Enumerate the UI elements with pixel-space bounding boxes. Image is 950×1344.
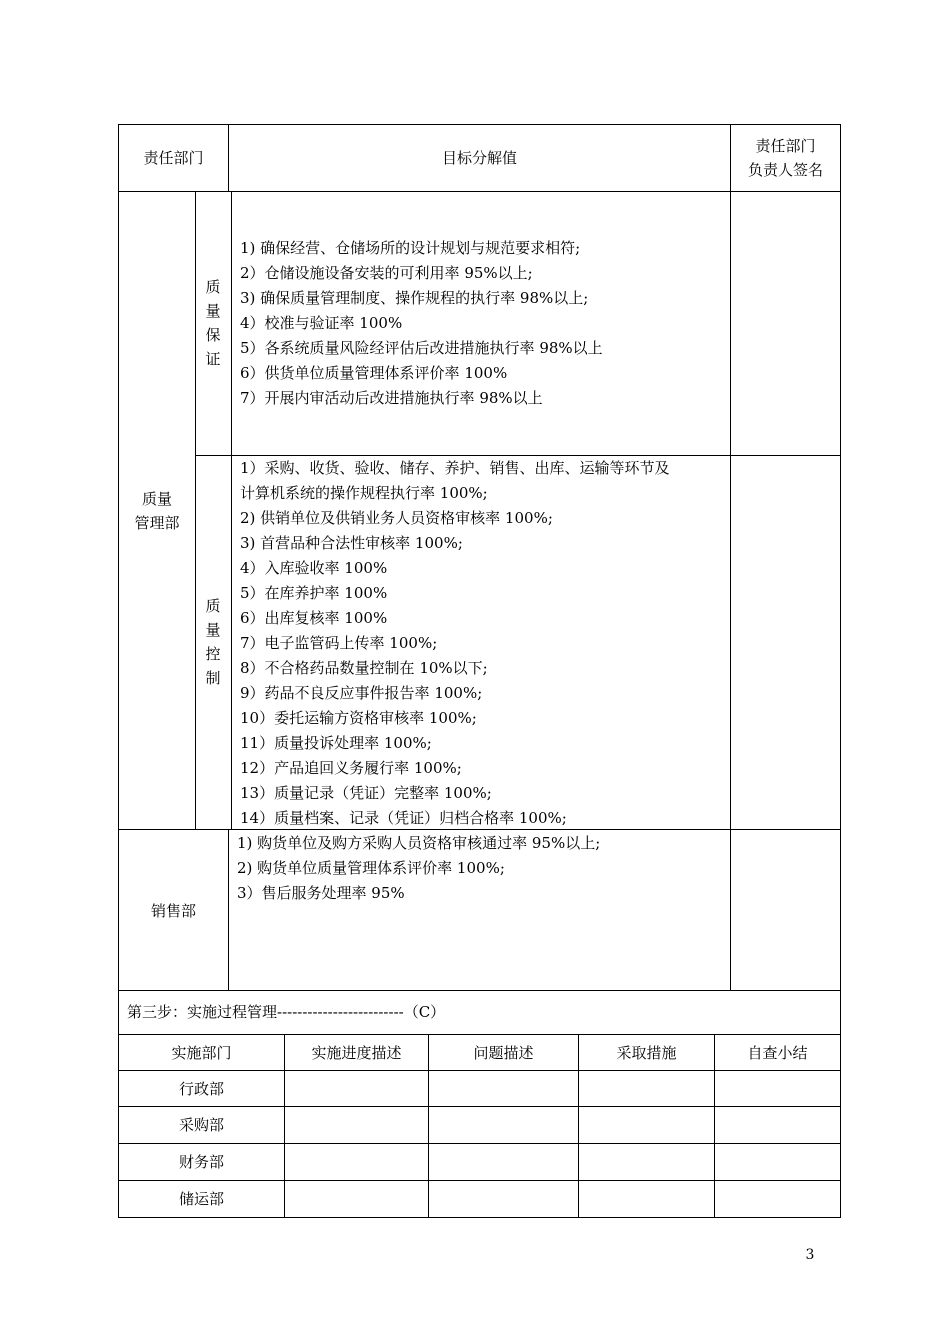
qa-label-char: 量: [205, 302, 221, 320]
list-item: 3) 首营品种合法性审核率 100%;: [240, 534, 463, 552]
page-number: 3: [805, 1247, 815, 1263]
header-sign-label: [731, 134, 840, 182]
table-border-top: [118, 124, 841, 125]
table-border-right: [840, 124, 841, 1218]
step3-title: 第三步：实施过程管理-------------------------（C）: [127, 1003, 446, 1021]
step3-row1-bottom: [118, 1106, 841, 1107]
qc-label-char: 量: [205, 621, 221, 639]
header-row-bottom: [118, 191, 841, 192]
step3-col-header: 实施部门: [171, 1044, 232, 1062]
table-border-bottom: [118, 1217, 841, 1218]
list-item: 计算机系统的操作规程执行率 100%;: [240, 484, 488, 502]
quality-dept-name: [119, 487, 195, 535]
list-item: 4）校准与验证率 100%: [240, 314, 403, 332]
step3-row3-bottom: [118, 1180, 841, 1181]
step3-row-dept: 采购部: [178, 1116, 224, 1134]
header-sign-line2: 负责人签名: [747, 161, 823, 179]
sales-step3-divider: [118, 990, 841, 991]
step3-row-dept: 储运部: [178, 1190, 224, 1208]
qa-label-char: 保: [205, 326, 221, 344]
list-item: 7）电子监管码上传率 100%;: [240, 634, 438, 652]
list-item: 9）药品不良反应事件报告率 100%;: [240, 684, 483, 702]
list-item: 10）委托运输方资格审核率 100%;: [240, 709, 477, 727]
qc-label-char: 控: [205, 645, 221, 663]
list-item: 2) 供销单位及供销业务人员资格审核率 100%;: [240, 509, 553, 527]
step3-col-header: 问题描述: [473, 1044, 534, 1062]
step3-row-dept: 财务部: [178, 1153, 224, 1171]
list-item: 14）质量档案、记录（凭证）归档合格率 100%;: [240, 809, 567, 827]
list-item: 3）售后服务处理率 95%: [237, 884, 405, 902]
header-dept-label: 责任部门: [143, 149, 204, 167]
list-item: 4）入库验收率 100%: [240, 559, 388, 577]
list-item: 8）不合格药品数量控制在 10%以下;: [240, 659, 488, 677]
qa-label: [202, 275, 224, 371]
qc-label-char: 制: [205, 669, 221, 687]
sales-col-divider: [228, 829, 229, 991]
list-item: 3) 确保质量管理制度、操作规程的执行率 98%以上;: [240, 289, 589, 307]
list-item: 13）质量记录（凭证）完整率 100%;: [240, 784, 492, 802]
list-item: 5）在库养护率 100%: [240, 584, 388, 602]
header-sign-line1: 责任部门: [755, 137, 816, 155]
qa-targets-list: [240, 236, 603, 411]
list-item: 2）仓储设施设备安装的可利用率 95%以上;: [240, 264, 533, 282]
sign-col-divider: [730, 124, 731, 991]
list-item: 5）各系统质量风险经评估后改进措施执行率 98%以上: [240, 339, 603, 357]
step3-header-bottom: [118, 1070, 841, 1071]
step3-title-bottom: [118, 1034, 841, 1035]
step3-col-header: 自查小结: [747, 1044, 808, 1062]
list-item: 1) 确保经营、仓储场所的设计规划与规范要求相符;: [240, 239, 581, 257]
list-item: 6）出库复核率 100%: [240, 609, 388, 627]
list-item: 6）供货单位质量管理体系评价率 100%: [240, 364, 508, 382]
list-item: 1) 购货单位及购方采购人员资格审核通过率 95%以上;: [237, 834, 601, 852]
list-item: 7）开展内审活动后改进措施执行率 98%以上: [240, 389, 543, 407]
quality-dept-name-line1: 质量: [141, 490, 172, 508]
list-item: 1）采购、收货、验收、储存、养护、销售、出库、运输等环节及: [240, 459, 670, 477]
quality-dept-name-line2: 管理部: [134, 514, 180, 532]
step3-col-header: 实施进度描述: [311, 1044, 402, 1062]
sales-targets-list: [237, 831, 600, 906]
list-item: 2) 购货单位质量管理体系评价率 100%;: [237, 859, 505, 877]
quality-sub-col-divider: [231, 191, 232, 830]
step3-row2-bottom: [118, 1143, 841, 1144]
qa-label-char: 证: [205, 350, 221, 368]
qc-label-char: 质: [205, 597, 221, 615]
list-item: 12）产品追回义务履行率 100%;: [240, 759, 462, 777]
step3-col-header: 采取措施: [616, 1044, 677, 1062]
qa-label-char: 质: [205, 278, 221, 296]
qc-targets-list: [240, 456, 670, 831]
sales-dept-name: 销售部: [150, 902, 196, 920]
step3-row-dept: 行政部: [178, 1080, 224, 1098]
quality-dept-col-divider: [195, 191, 196, 830]
header-target-label: 目标分解值: [441, 149, 517, 167]
list-item: 11）质量投诉处理率 100%;: [240, 734, 432, 752]
qc-label: [202, 594, 224, 690]
